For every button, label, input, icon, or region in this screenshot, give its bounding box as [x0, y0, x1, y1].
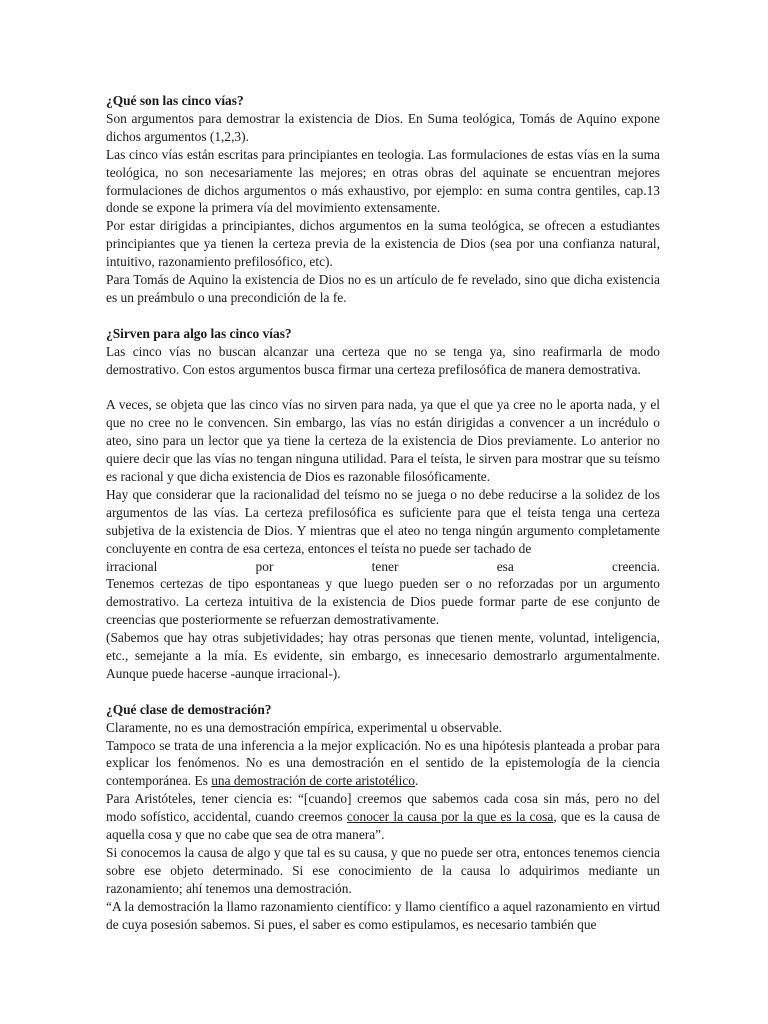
paragraph-text: .: [415, 773, 419, 789]
spacer: [106, 378, 660, 396]
paragraph: Las cinco vías no buscan alcanzar una certeza que no se tenga ya, sino reafirmarla de modo demostrativo. Con estos argumentos busca firmar una certeza prefilosófica de manera demostrativa.: [106, 343, 660, 377]
paragraph: Las cinco vías están escritas para principiantes en teologia. Las formulaciones de estas vías en la suma teológica, no son necesariamente las mejores; en otras obras del aquinate se encuentran mejores formulaciones de dichos argumentos o más exhaustivo, por ejemplo: en suma contra gentiles, cap.13 donde se expone la primera vía del movimiento extensamente.: [106, 146, 660, 216]
paragraph: Tenemos certezas de tipo espontaneas y que luego pueden ser o no reforzadas por un argumento demostrativo. La certeza intuitiva de la existencia de Dios puede formar parte de ese conjunto de creencias que posteriormente se refuerzan demostrativamente.: [106, 576, 660, 628]
paragraph: Claramente, no es una demostración empírica, experimental u observable.: [106, 719, 502, 735]
section-heading-demostracion: ¿Qué clase de demostración?: [106, 701, 272, 717]
spacer: [106, 683, 660, 701]
paragraph: Son argumentos para demostrar la existencia de Dios. En Suma teológica, Tomás de Aquino expone dichos argumentos (1,2,3).: [106, 110, 660, 144]
paragraph-justified-line: irracional por tener esa creencia.: [106, 558, 660, 574]
paragraph: [106, 737, 660, 791]
paragraph-text: Para Aristóteles, tener ciencia es: “[cuando] creemos que sabemos cada cosa sin más, pero no del modo sofístico, accidental, cuando creemos: [106, 791, 660, 825]
paragraph: Hay que considerar que la racionalidad del teísmo no se juega o no debe reducirse a la solidez de los argumentos de las vías. La certeza prefilosófica es suficiente para que el teísta tenga una certeza subjetiva de la existencia de Dios. Y mientras que el ateo no tenga ningún argumento completamente concluyente en contra de esa certeza, entonces el teísta no puede ser tachado de: [106, 486, 660, 556]
underlined-phrase: conocer la causa por la que es la cosa: [346, 809, 554, 825]
paragraph: [106, 790, 660, 844]
paragraph: (Sabemos que hay otras subjetividades; hay otras personas que tienen mente, voluntad, inteligencia, etc., semejante a la mía. Es evidente, sin embargo, es innecesario demostrarlo argumentalmente. Aunque puede hacerse -aunque irracional-).: [106, 630, 660, 681]
paragraph: Por estar dirigidas a principiantes, dichos argumentos en la suma teológica, se ofrecen a estudiantes principiantes que ya tienen la certeza previa de la existencia de Dios (sea por una confianza natural, intuitivo, razonamiento prefilosófico, etc).: [106, 218, 660, 270]
paragraph: A veces, se objeta que las cinco vías no sirven para nada, ya que el que ya cree no le aporta nada, y el que no cree no le convencen. Sin embargo, las vías no están dirigidas a convencer a un incrédulo o ateo, sino para un lector que ya tiene la certeza de la existencia de Dios previamente. Lo anterior no quiere decir que las vías no tengan ninguna utilidad. Para el teísta, le sirven para mostrar que su teísmo es racional y que dicha existencia de Dios es razonable filosóficamente.: [106, 397, 660, 484]
paragraph: “A la demostración la llamo razonamiento científico: y llamo científico a aquel razonamiento en virtud de cuya posesión sabemos. Si pues, el saber es como estipulamos, es necesario también que: [106, 898, 660, 932]
document-page: [106, 92, 660, 934]
paragraph-text: , que es la causa de aquella cosa y que no cabe que sea de otra manera”.: [106, 809, 660, 843]
underlined-phrase: una demostración de corte aristotélico: [211, 773, 415, 789]
spacer: [106, 307, 660, 325]
paragraph: Para Tomás de Aquino la existencia de Dios no es un artículo de fe revelado, sino que dicha existencia es un preámbulo o una precondición de la fe.: [106, 272, 660, 305]
paragraph: Si conocemos la causa de algo y que tal es su causa, y que no puede ser otra, entonces tenemos ciencia sobre ese objeto determinado. Si ese conocimiento de la causa lo adquirimos mediante un razonamiento; ahí tenemos una demostración.: [106, 845, 660, 896]
section-heading-cinco-vias: ¿Qué son las cinco vías?: [106, 93, 244, 108]
paragraph-text: Tampoco se trata de una inferencia a la mejor explicación. No es una hipótesis planteada a probar para explicar los fenómenos. No es una demostración en el sentido de la epistemología de la ciencia contemporánea. Es: [106, 737, 660, 789]
section-heading-sirven: ¿Sirven para algo las cinco vías?: [106, 325, 292, 341]
